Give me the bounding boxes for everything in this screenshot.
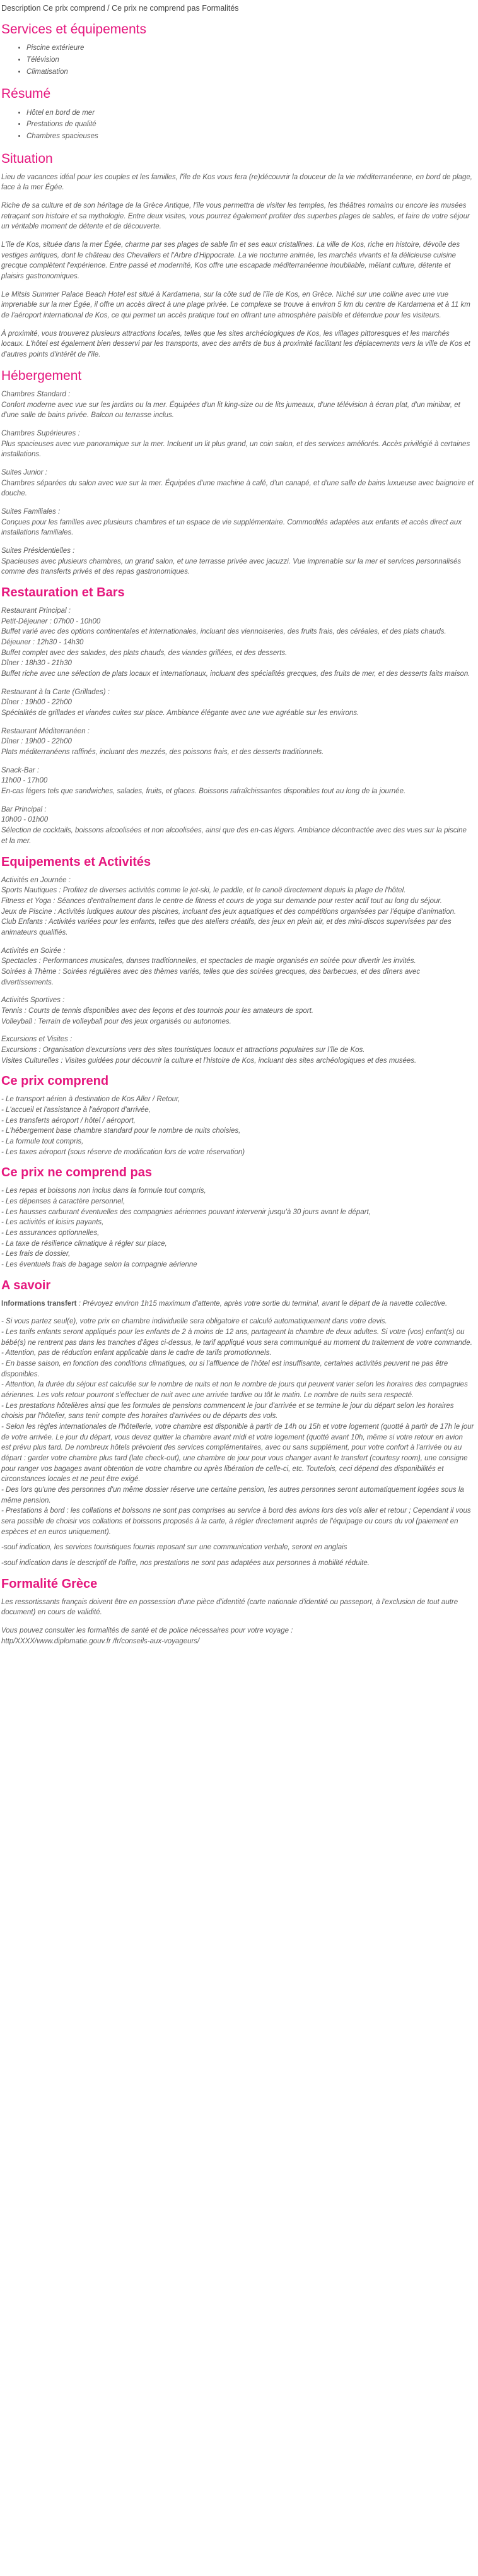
situation-paragraph: À proximité, vous trouverez plusieurs attractions locales, telles que les sites archéologiques de Kos, les villages pittoresques et les marchés locaux. L'hôtel est également bien desservi par les transports, avec des arrêts de bus à proximité facilitant les déplacements vers la ville de Kos et d'autres points d'intérêt de l'île. — [1, 329, 470, 359]
activity-block — [1, 946, 474, 988]
room-text: Plus spacieuses avec vue panoramique sur la mer. Incluent un lit plus grand, un coin salon, et des services améliorés. Accès privilégié à certaines installations. — [1, 440, 470, 459]
restaurant-line: Petit-Déjeuner : 07h00 - 10h00 — [1, 617, 101, 625]
room-title: Chambres Standard : — [1, 390, 71, 398]
activity-line: Activités en Soirée : — [1, 947, 66, 955]
a-savoir-list — [1, 1316, 474, 1568]
transfer-info — [1, 1299, 474, 1309]
restaurant-line: Snack-Bar : — [1, 766, 40, 774]
activity-line: Activités en Journée : — [1, 876, 71, 884]
activity-line: Excursions et Visites : — [1, 1036, 73, 1044]
restaurant-line: Buffet complet avec des salades, des plats chauds, des viandes grillées, et des desserts. — [1, 649, 288, 657]
spacer — [1, 1553, 474, 1558]
activity-line: Tennis : Courts de tennis disponibles avec des leçons et des tournois pour les amateurs de sport. — [1, 1007, 313, 1015]
restaurant-line: Dîner : 19h00 - 22h00 — [1, 699, 72, 707]
list-item: -souf indication, les services touristiques fournis reposant sur une communication verbale, seront en anglais — [1, 1544, 347, 1552]
list-item: - Les tarifs enfants seront appliqués pour les enfants de 2 à moins de 12 ans, partageant la chambre de deux adultes. Si votre (vos) enfant(s) ou bébé(s) ne rentrent pas dans les tranches d'âges ci-dessus, le tarif appliqué vous sera communiqué au moment du traitement de votre commande. — [1, 1328, 472, 1347]
restaurant-block — [1, 687, 474, 719]
list-item: -souf indication dans le descriptif de l'offre, nos prestations ne sont pas adaptées aux personnes à mobilité réduite. — [1, 1559, 370, 1568]
room-block — [1, 507, 474, 538]
restaurant-line: Dîner : 19h00 - 22h00 — [1, 738, 72, 746]
spacer — [1, 1537, 474, 1542]
room-block — [1, 468, 474, 499]
list-item: - Les prestations hôtelières ainsi que les formules de pensions commencent le jour d'arrivée et se termine le jour du départ selon les horaires choisis par l'hôtelier, sans tenir compte des horaires d'arrivées ou de départs des vols. — [1, 1402, 454, 1421]
restaurant-line: Plats méditerranéens raffinés, incluant des mezzés, des poissons frais, et des desserts traditionnels. — [1, 748, 324, 757]
a-savoir-title: A savoir — [1, 1278, 51, 1292]
situation-title: Situation — [1, 151, 53, 166]
restaurant-line: Restaurant Méditerranéen : — [1, 727, 90, 735]
list-item: - La taxe de résilience climatique à régler sur place, — [1, 1239, 167, 1248]
list-item: - Les activités et loisirs payants, — [1, 1219, 104, 1227]
activity-line: Club Enfants : Activités variées pour les enfants, telles que des ateliers créatifs, des jeux en plein air, et des mini-discos supervisées par des animateurs qualifiés. — [1, 918, 452, 936]
room-block — [1, 428, 474, 460]
restaurant-block — [1, 805, 474, 847]
transfer-info-label: Informations transfert — [1, 1299, 77, 1308]
resume-list — [1, 108, 474, 142]
situation-paragraph: Lieu de vacances idéal pour les couples et les familles, l'île de Kos vous fera (re)découvrir la douceur de la vie méditerranéenne, en bord de plage, face à la mer Égée. — [1, 173, 472, 192]
activity-line: Activités Sportives : — [1, 996, 65, 1005]
list-item: - Des lors qu'une des personnes d'un même dossier réserve une certaine pension, les autres personnes seront automatiquement logées sous la même pension. — [1, 1486, 464, 1504]
restaurant-line: Sélection de cocktails, boissons alcoolisées et non alcoolisées, ainsi que des en-cas légers. Ambiance décontractée avec des vues sur la piscine et la mer. — [1, 827, 467, 845]
room-title: Suites Familiales : — [1, 508, 61, 516]
activity-block — [1, 995, 474, 1027]
list-item: - Les taxes aéroport (sous réserve de modification lors de votre réservation) — [1, 1148, 245, 1156]
formalite-paragraph: Vous pouvez consulter les formalités de santé et de police nécessaires pour votre voyage : — [1, 1627, 293, 1635]
room-block — [1, 546, 474, 577]
list-item: - En basse saison, en fonction des conditions climatiques, ou si l'affluence de l'hôtel est insuffisante, certaines activités peuvent ne pas être disponibles. — [1, 1360, 448, 1378]
activity-line: Fitness et Yoga : Séances d'entraînement dans le centre de fitness et cours de yoga sur demande pour rester actif tout au long du séjour. — [1, 897, 443, 905]
hebergement-title: Hébergement — [1, 368, 82, 383]
room-title: Chambres Supérieures : — [1, 430, 80, 437]
restaurant-line: 11h00 - 17h00 — [1, 777, 48, 785]
activity-line: Spectacles : Performances musicales, danses traditionnelles, et spectacles de magie organisés en soirée pour divertir les invités. — [1, 957, 416, 966]
list-item: - L'hébergement base chambre standard pour le nombre de nuits choisies, — [1, 1127, 241, 1135]
room-text: Confort moderne avec vue sur les jardins ou la mer. Équipées d'un lit king-size ou de lits jumeaux, d'une télévision à écran plat, d'un minibar, et d'une salle de bains privée. Balcon ou terrasse inclus. — [1, 401, 460, 420]
activity-line: Visites Culturelles : Visites guidées pour découvrir la culture et l'histoire de Kos, incluant des sites archéologiques et des musées. — [1, 1056, 417, 1065]
activity-line: Soirées à Thème : Soirées régulières avec des thèmes variés, telles que des soirées grecques, des barbecues, et des dîners avec divertissements. — [1, 967, 421, 986]
room-title: Suites Junior : — [1, 469, 47, 477]
situation-paragraph: L'île de Kos, située dans la mer Égée, charme par ses plages de sable fin et ses eaux cristallines. La ville de Kos, riche en histoire, dévoile des vestiges antiques, dont le château des Chevaliers et l'Arbre d'Hippocrate. La vie nocturne animée, les marchés vivants et la délicieuse cuisine grecque complètent l'expérience. Entre passé et modernité, Kos offre une escapade méditerranéenne inoubliable, mêlant culture, détente et plaisirs gastronomiques. — [1, 241, 460, 281]
list-item: • Hôtel en bord de mer — [26, 108, 474, 119]
comprend-list — [1, 1094, 474, 1157]
list-item: - Le transport aérien à destination de Kos Aller / Retour, — [1, 1096, 180, 1104]
restaurant-line: 10h00 - 01h00 — [1, 816, 49, 824]
ne-comprend-title: Ce prix ne comprend pas — [1, 1166, 152, 1180]
situation-paragraph: Le Mitsis Summer Palace Beach Hotel est situé à Kardamena, sur la côte sud de l'île de Kos, en Grèce. Niché sur une colline avec une vue imprenable sur la mer Égée, il offre un accès direct à une plage privée. Le complexe se trouve à environ 5 km du centre de Kardamena et à 11 km de l'aéroport international de Kos, ce qui permet un accès pratique tout en offrant une atmosphère paisible et détendue pour les visiteurs. — [1, 290, 470, 320]
restaurant-line: Restaurant à la Carte (Grillades) : — [1, 688, 110, 696]
room-text: Spacieuses avec plusieurs chambres, un grand salon, et une terrasse privée avec jacuzzi. Vue imprenable sur la mer et services personnalisés comme des transferts privés et des repas gastronomiques. — [1, 557, 462, 576]
list-item: • Télévision — [26, 55, 474, 66]
room-title: Suites Présidentielles : — [1, 547, 75, 555]
list-item: - Les assurances optionnelles, — [1, 1229, 100, 1237]
list-item: • Piscine extérieure — [26, 43, 474, 54]
list-item: • Climatisation — [26, 67, 474, 78]
activity-block — [1, 1034, 474, 1066]
list-item: - Les frais de dossier, — [1, 1250, 71, 1258]
room-block — [1, 389, 474, 421]
diplomatie-link[interactable]: http/XXXX/www.diplomatie.gouv.fr /fr/conseils-aux-voyageurs/ — [1, 1637, 200, 1645]
list-item: - Attention, pas de réduction enfant applicable dans le cadre de tarifs promotionnels. — [1, 1349, 272, 1357]
activity-line: Jeux de Piscine : Activités ludiques autour des piscines, incluant des jeux aquatiques et des compétitions organisées par l'équipe d'animation. — [1, 907, 457, 916]
header-description: Description Ce prix comprend / Ce prix ne comprend pas Formalités — [1, 4, 239, 13]
restaurant-line: Buffet varié avec des options continentales et internationales, incluant des viennoiseries, des fruits frais, des céréales, et des plats chauds. — [1, 628, 446, 636]
list-item: - Selon les règles internationales de l'hôtellerie, votre chambre est disponible à partir de 14h ou 15h et votre logement (quotté à partir de 17h le jour de votre arrivée. Le jour du départ, vous devez quitter la chambre avant midi et votre logement (quotté avant 10h, même si votre retour en avion est prévu plus tard. De nombreux hôtels prévoient des services complémentaires, avec ou sans supplément, pour votre confort à l'arrivée ou au départ : garder votre chambre plus tard (late check-out), une chambre de jour pour vous changer avant le transfert (courtesy room), une consigne pour ranger vos bagages avant obtention de votre chambre ou après libération de celle-ci, etc. Toutefois, ceci dépend des disponibilités et circonstances locales et ne peut être exigé. — [1, 1423, 474, 1484]
list-item: - Si vous partez seul(e), votre prix en chambre individuelle sera obligatoire et calculé automatiquement dans votre devis. — [1, 1318, 387, 1326]
restaurant-block — [1, 765, 474, 797]
equipements-title: Equipements et Activités — [1, 854, 151, 869]
list-item: - L'accueil et l'assistance à l'aéroport d'arrivée, — [1, 1106, 151, 1114]
list-item: - Les éventuels frais de bagage selon la compagnie aérienne — [1, 1260, 197, 1268]
list-item: • Prestations de qualité — [26, 119, 474, 130]
list-item: - Les hausses carburant éventuelles des compagnies aériennes pouvant intervenir jusqu'à 30 jours avant le départ, — [1, 1208, 371, 1216]
room-text: Conçues pour les familles avec plusieurs chambres et un espace de vie supplémentaire. Commodités adaptées aux enfants et accès direct aux installations familiales. — [1, 518, 462, 537]
activity-line: Sports Nautiques : Profitez de diverses activités comme le jet-ski, le paddle, et le canoë directement depuis la plage de l'hôtel. — [1, 887, 406, 895]
restaurant-line: Restaurant Principal : — [1, 607, 71, 615]
list-item: - Prestations à bord : les collations et boissons ne sont pas comprises au service à bord des avions lors des vols aller et retour ; Cependant il vous sera possible de choisir vos collations et boissons proposés à la carte, à régler directement auprès de l'équipage ou cours du vol (paiement en espèces et en euros uniquement). — [1, 1507, 471, 1536]
restaurant-line: Bar Principal : — [1, 805, 47, 813]
restauration-title: Restauration et Bars — [1, 586, 125, 600]
services-title: Services et équipements — [1, 22, 146, 37]
list-item: - Les repas et boissons non inclus dans la formule tout compris, — [1, 1187, 206, 1195]
formalite-paragraph: Les ressortissants français doivent être en possession d'une pièce d'identité (carte nationale d'identité ou passeport, à l'exclusion de tout autre document) en cours de validité. — [1, 1598, 458, 1617]
comprend-title: Ce prix comprend — [1, 1074, 109, 1089]
list-item: - Attention, la durée du séjour est calculée sur le nombre de nuits et non le nombre de jours qui peuvent varier selon les horaires des compagnies aériennes. Les vols retour pourront s'effectuer de nuit avec une arrivée tardive ou tôt le matin. Le nombre de nuits sera respecté. — [1, 1381, 468, 1400]
activity-line: Volleyball : Terrain de volleyball pour des jeux organisés ou autonomes. — [1, 1017, 231, 1025]
restaurant-block — [1, 726, 474, 758]
services-list — [1, 43, 474, 77]
ne-comprend-list — [1, 1186, 474, 1270]
activity-line: Excursions : Organisation d'excursions vers des sites touristiques locaux et attractions populaires sur l'île de Kos. — [1, 1046, 365, 1054]
restaurant-line: Déjeuner : 12h30 - 14h30 — [1, 639, 84, 647]
restaurant-line: En-cas légers tels que sandwiches, salades, fruits, et glaces. Boissons rafraîchissantes disponibles tout au long de la journée. — [1, 788, 406, 796]
transfer-info-text: : Prévoyez environ 1h15 maximum d'attente, après votre sortie du terminal, avant le départ de la navette collective. — [76, 1299, 448, 1308]
resume-title: Résumé — [1, 86, 51, 102]
restaurant-line: Spécialités de grillades et viandes cuites sur place. Ambiance élégante avec une vue agréable sur les environs. — [1, 709, 359, 718]
restaurant-line: Dîner : 18h30 - 21h30 — [1, 659, 72, 668]
activity-block — [1, 875, 474, 938]
formalite-block — [1, 1626, 474, 1646]
room-text: Chambres séparées du salon avec vue sur la mer. Équipées d'une machine à café, d'un canapé, et d'une salle de bains luxueuse avec baignoire et douche. — [1, 479, 474, 498]
restaurant-block — [1, 606, 474, 680]
restaurant-line: Buffet riche avec une sélection de plats locaux et internationaux, incluant des spécialités grecques, des fruits de mer, et des desserts faits maison. — [1, 670, 470, 678]
situation-paragraph: Riche de sa culture et de son héritage de la Grèce Antique, l'île vous permettra de visiter les temples, les théâtres romains ou encore les musées retraçant son histoire et sa mythologie. Entre deux visites, vous pourrez également profiter des superbes plages de sables, et faire de votre séjour un véritable moment de détente et de découverte. — [1, 202, 470, 231]
formalite-title: Formalité Grèce — [1, 1576, 98, 1591]
list-item: - Les dépenses à caractère personnel, — [1, 1197, 125, 1205]
list-item: - Les transferts aéroport / hôtel / aéroport, — [1, 1116, 136, 1125]
list-item: • Chambres spacieuses — [26, 131, 474, 142]
list-item: - La formule tout compris, — [1, 1137, 84, 1145]
